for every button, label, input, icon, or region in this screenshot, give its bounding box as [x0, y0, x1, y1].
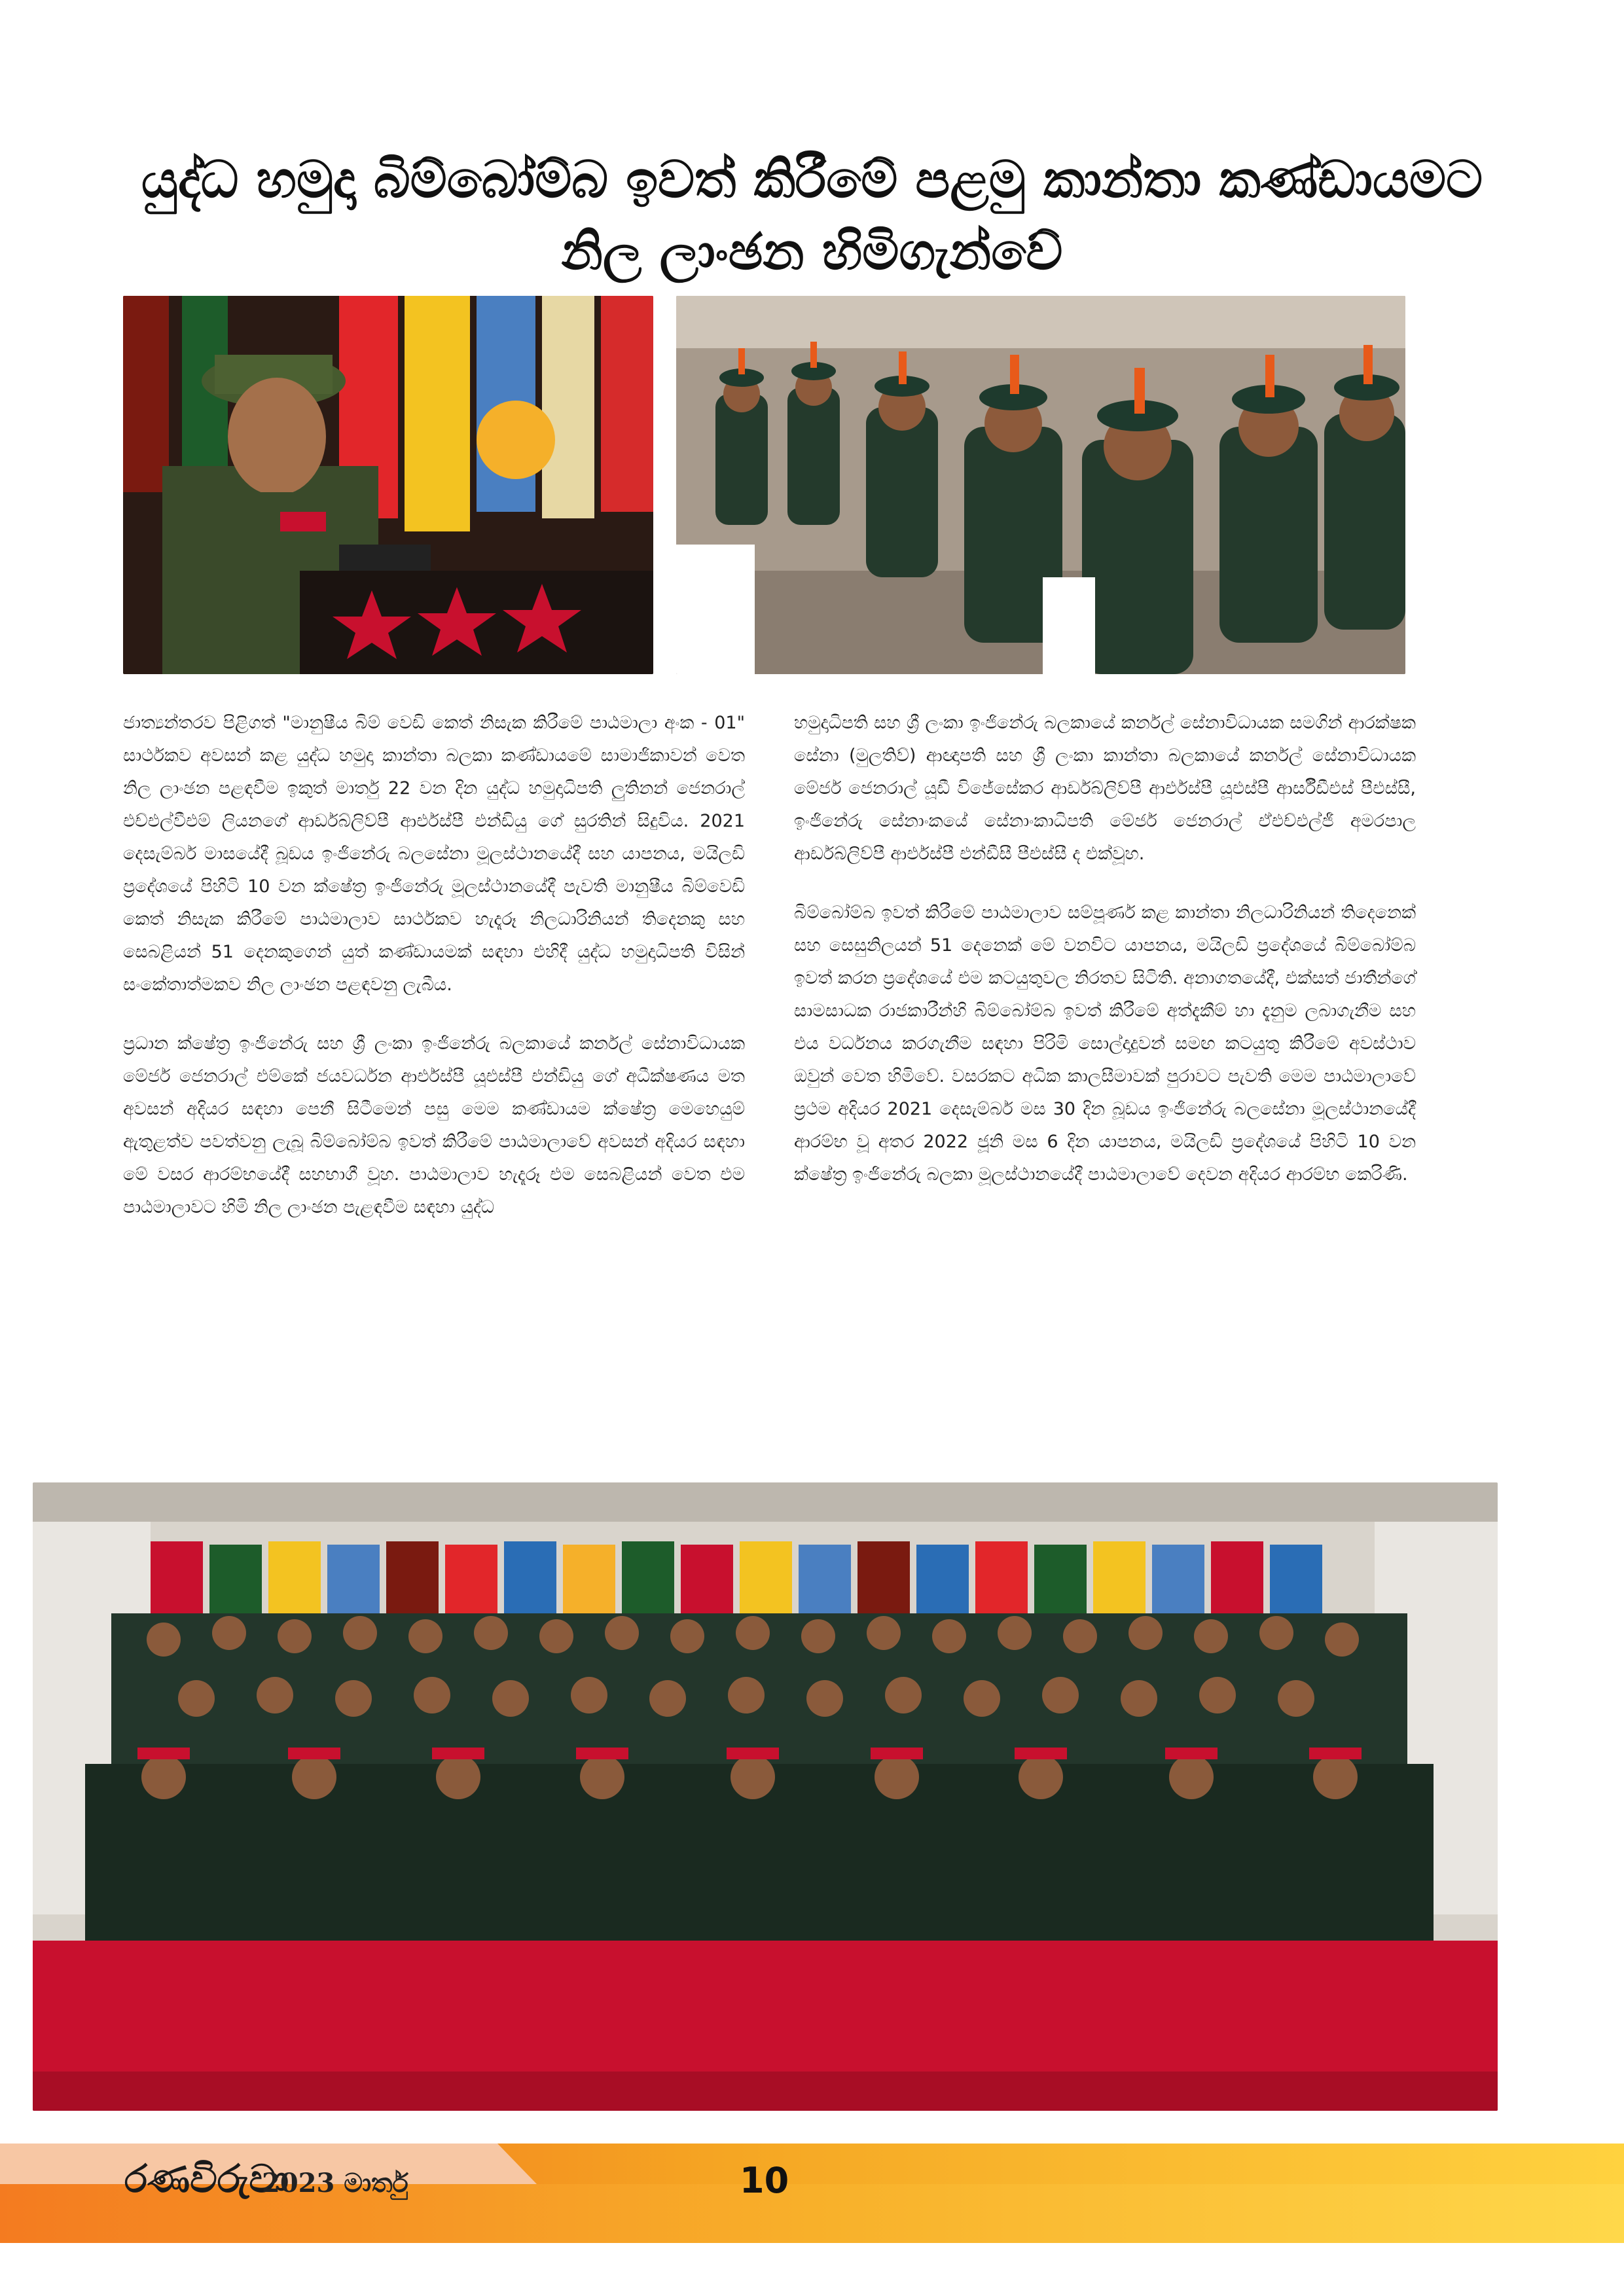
paragraph: ජාත්‍යන්තරව පිළිගත් "මානුෂීය බිම් වෙඩි කෙත් නිසැක කිරීමේ පාඨමාලා අංක - 01" සාර්ථකව අවසන් කළ යුද්ධ හමුදා කාන්තා බලකා කණ්ඩායමේ සාමාජිකාවන් වෙත නිල ලාංඡන පළඳවීම ඉකුත් මාර්තු 22 වන දින යුද්ධ හමුදාධිපති ලුතිනන් ජෙනරාල් එච්එල්වීඑම් ලියනගේ ආර්ඩබ්ලිව්පී ආර්එස්පී එන්ඩියු ගේ සුරතින් සිදුවිය. 2021 දෙසැම්බර් මාසයේදී බූඩය ඉංජිනේරු බලසේනා මූලස්ථානයේදී සහ යාපනය, මයිලඩි ප්‍රදේශයේ පිහිටි 10 වන ක්ෂේත්‍ර ඉංජිනේරු මූලස්ථානයේදී පැවති මානුෂීය බිම්වෙඩි කෙත් නිසැක කිරීමේ පාඨමාලාව සාර්ථකව හැදෑරූ නිලධාරිනියන් තිදෙනකු සහ සෙබළියන් 51 දෙනකුගෙන් යුත් කණ්ඩායමක් සඳහා එහිදී යුද්ධ හමුදාධිපති විසින් සංකේතාත්මකව නිල ලාංඡන පළඳවනු ලැබීය. [123, 713, 745, 995]
magazine-brand: රණවිරුවා [124, 2157, 289, 2201]
photo-commander-speech [123, 296, 653, 674]
photo-group-portrait [33, 1482, 1498, 2111]
paragraph: ප්‍රධාන ක්ෂේත්‍ර ඉංජිනේරු සහ ශ්‍රී ලංකා ඉංජිනේරු බලකායේ කර්නල් සේනාවිධායක මේජර් ජෙනරාල් එම්කේ ජයවර්ධන ආර්එස්පී යූඑස්පී එන්ඩියු ගේ අධීක්ෂණය මත අවසන් අදියර සඳහා පෙනී සිටීමෙන් පසු මෙම කණ්ඩායම ක්ෂේත්‍ර මෙහෙයුම් ඇතුළත්ව පවත්වනු ලැබූ බිම්බෝම්බ ඉවත් කිරීමේ පාඨමාලාවේ අවසන් අදියර සඳහා මේ වසර ආරම්භයේදී සහභාගී වූහ. පාඨමාලාව හැදෑරූ එම සෙබළියන් වෙත එම පාඨමාලාවට හිමි නිල ලාංඡන පැළඳවීම සඳහා යුද්ධ [123, 1033, 745, 1217]
photo-seated-women-soldiers [676, 296, 1405, 674]
page-number: 10 [740, 2160, 789, 2201]
issue-date: 2023 මාර්තු [262, 2168, 408, 2198]
article-column-left [123, 707, 745, 1250]
paragraph: බිම්බෝම්බ ඉවත් කිරීමේ පාඨමාලාව සම්පූර්ණ කළ කාන්තා නිලධාරිනියන් තිදෙනෙක් සහ සෙසුනිලයන් 51 දෙනෙක් මේ වනවිට යාපනය, මයිලඩි ප්‍රදේශයේ බිම්බෝම්බ ඉවත් කරන ප්‍රදේශයේ එම කටයුතුවල නිරතව සිටිති. අනාගතයේදී, එක්සත් ජාතීන්ගේ සාමසාධක රාජකාරීන්හි බිම්බෝම්බ ඉවත් කිරීමේ අත්දැකීම් හා දැනුම ලබාගැනීම සහ එය වර්ධනය කරගැනීම සඳහා පිරිමි සොල්දාදුවන් සමඟ කටයුතු කිරීමේ අවස්ථාව ඔවුන් වෙත හිමිවේ. වසරකට අධික කාලසීමාවක් පුරාවට පැවති මෙම පාඨමාලාවේ ප්‍රථම අදියර 2021 දෙසැම්බර් මස 30 දින බූඩය ඉංජිනේරු බලසේනා මූලස්ථානයේදී ආරම්භ වූ අතර 2022 ජූනි මස 6 දින යාපනය, මයිලඩි ප්‍රදේශයේ පිහිටි 10 වන ක්ෂේත්‍ර ඉංජිනේරු බලකා මූලස්ථානයේදී පාඨමාලාවේ දෙවන අදියර ආරම්භ කෙරිණි. [794, 903, 1416, 1185]
article-title [79, 144, 1545, 288]
photo-group-portrait-illustration [33, 1482, 1498, 2111]
article-title-line-1: යුද්ධ හමුදා බිම්බෝම්බ ඉවත් කිරීමේ පළමු කාන්තා කණ්ඩායමට [141, 151, 1483, 209]
photo-seated-women-soldiers-illustration [676, 296, 1405, 674]
photo-commander-speech-illustration [123, 296, 653, 674]
paragraph: හමුදාධිපති සහ ශ්‍රී ලංකා ඉංජිනේරු බලකායේ කර්නල් සේනාවිධායක සමගින් ආරක්ෂක සේනා (මුලතිව්) ආඥාපති සහ ශ්‍රී ලංකා කාන්තා බලකායේ කර්නල් සේනාවිධායක මේජර් ජෙනරාල් යූඩී විජේසේකර ආර්ඩබ්ලිව්පී ආර්එස්පී යූඑස්පී ආර්සීඩීඑස් පීඑස්සී, ඉංජිනේරු සේනාංකයේ සේනාංකාධිපති මේජර් ජෙනරාල් ඒඑච්එල්ජී අමරපාල ආර්ඩබ්ලිව්පී ආර්එස්පී එන්ඩීසී පීඑස්සී ද එක්වූහ. [794, 713, 1416, 864]
article-title-line-2: නිල ලාංඡන හිමිගැන්වේ [561, 223, 1063, 281]
article-column-right [794, 707, 1416, 1217]
